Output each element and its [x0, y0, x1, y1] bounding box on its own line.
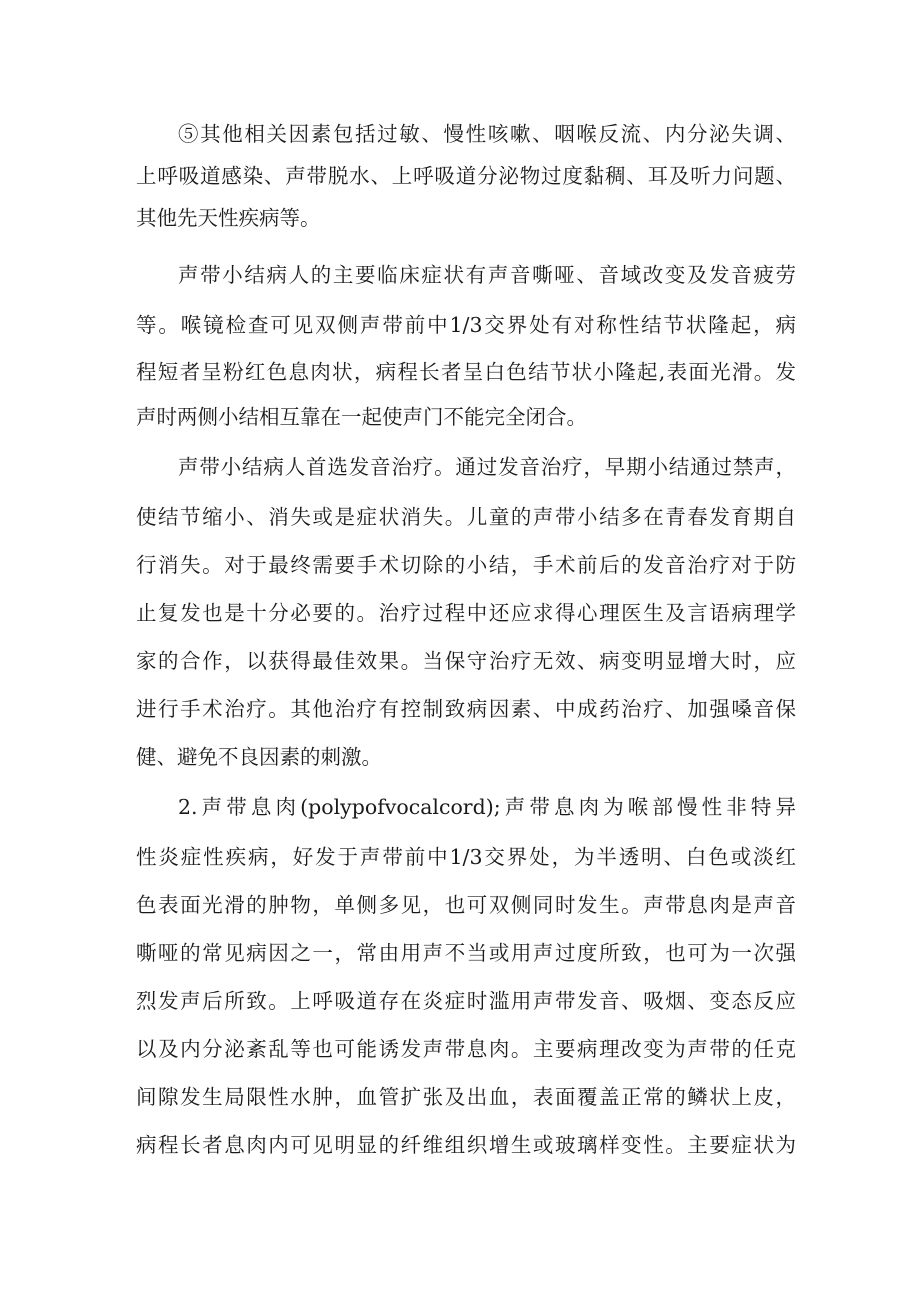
- paragraph-3-line-3: 行消失。对于最终需要手术切除的小结，手术前后的发音治疗对于防: [136, 553, 796, 577]
- paragraph-4-line-7: 间隙发生局限性水肿，血管扩张及出血，表面覆盖正常的鳞状上皮，: [136, 1085, 796, 1109]
- paragraph-4-line-8: 病程长者息肉内可见明显的纤维组织增生或玻璃样变性。主要症状为: [136, 1133, 796, 1157]
- paragraph-2-line-3: 程短者呈粉红色息肉状，病程长者呈白色结节状小隆起,表面光滑。发: [136, 360, 796, 384]
- paragraph-1-line-2: 上呼吸道感染、声带脱水、上呼吸道分泌物过度黏稠、耳及听力问题、: [136, 164, 796, 188]
- paragraph-2-line-1: 声带小结病人的主要临床症状有声音嘶哑、音域改变及发音疲劳: [178, 263, 796, 287]
- paragraph-3-line-7: 健、避免不良因素的刺激。: [136, 745, 382, 769]
- paragraph-3-line-5: 家的合作，以获得最佳效果。当保守治疗无效、病变明显增大时，应: [136, 649, 796, 673]
- paragraph-4-line-3: 色表面光滑的肿物，单侧多见，也可双侧同时发生。声带息肉是声音: [136, 893, 796, 917]
- paragraph-4-line-5: 烈发声后所致。上呼吸道存在炎症时滥用声带发音、吸烟、变态反应: [136, 989, 796, 1013]
- paragraph-4-line-4: 嘶哑的常见病因之一，常由用声不当或用声过度所致，也可为一次强: [136, 941, 796, 965]
- paragraph-4-line-1: 2.声带息肉(polypofvocalcord);声带息肉为喉部慢性非特异: [178, 795, 796, 819]
- paragraph-1-line-3: 其他先天性疾病等。: [136, 206, 321, 230]
- paragraph-2-line-4: 声时两侧小结相互靠在一起使声门不能完全闭合。: [136, 405, 587, 429]
- paragraph-3-line-1: 声带小结病人首选发音治疗。通过发音治疗，早期小结通过禁声，: [178, 455, 796, 479]
- paragraph-3-line-4: 止复发也是十分必要的。治疗过程中还应求得心理医生及言语病理学: [136, 601, 796, 625]
- paragraph-4-line-6: 以及内分泌紊乱等也可能诱发声带息肉。主要病理改变为声带的任克: [136, 1037, 796, 1061]
- paragraph-3-line-2: 使结节缩小、消失或是症状消失。儿童的声带小结多在青春发育期自: [136, 505, 796, 529]
- paragraph-1-line-1: ⑤其他相关因素包括过敏、慢性咳嗽、咽喉反流、内分泌失调、: [178, 122, 796, 146]
- paragraph-4-line-2: 性炎症性疾病，好发于声带前中1/3交界处，为半透明、白色或淡红: [136, 845, 796, 869]
- paragraph-3-line-6: 进行手术治疗。其他治疗有控制致病因素、中成药治疗、加强嗓音保: [136, 697, 796, 721]
- paragraph-2-line-2: 等。喉镜检查可见双侧声带前中1/3交界处有对称性结节状隆起，病: [136, 313, 796, 337]
